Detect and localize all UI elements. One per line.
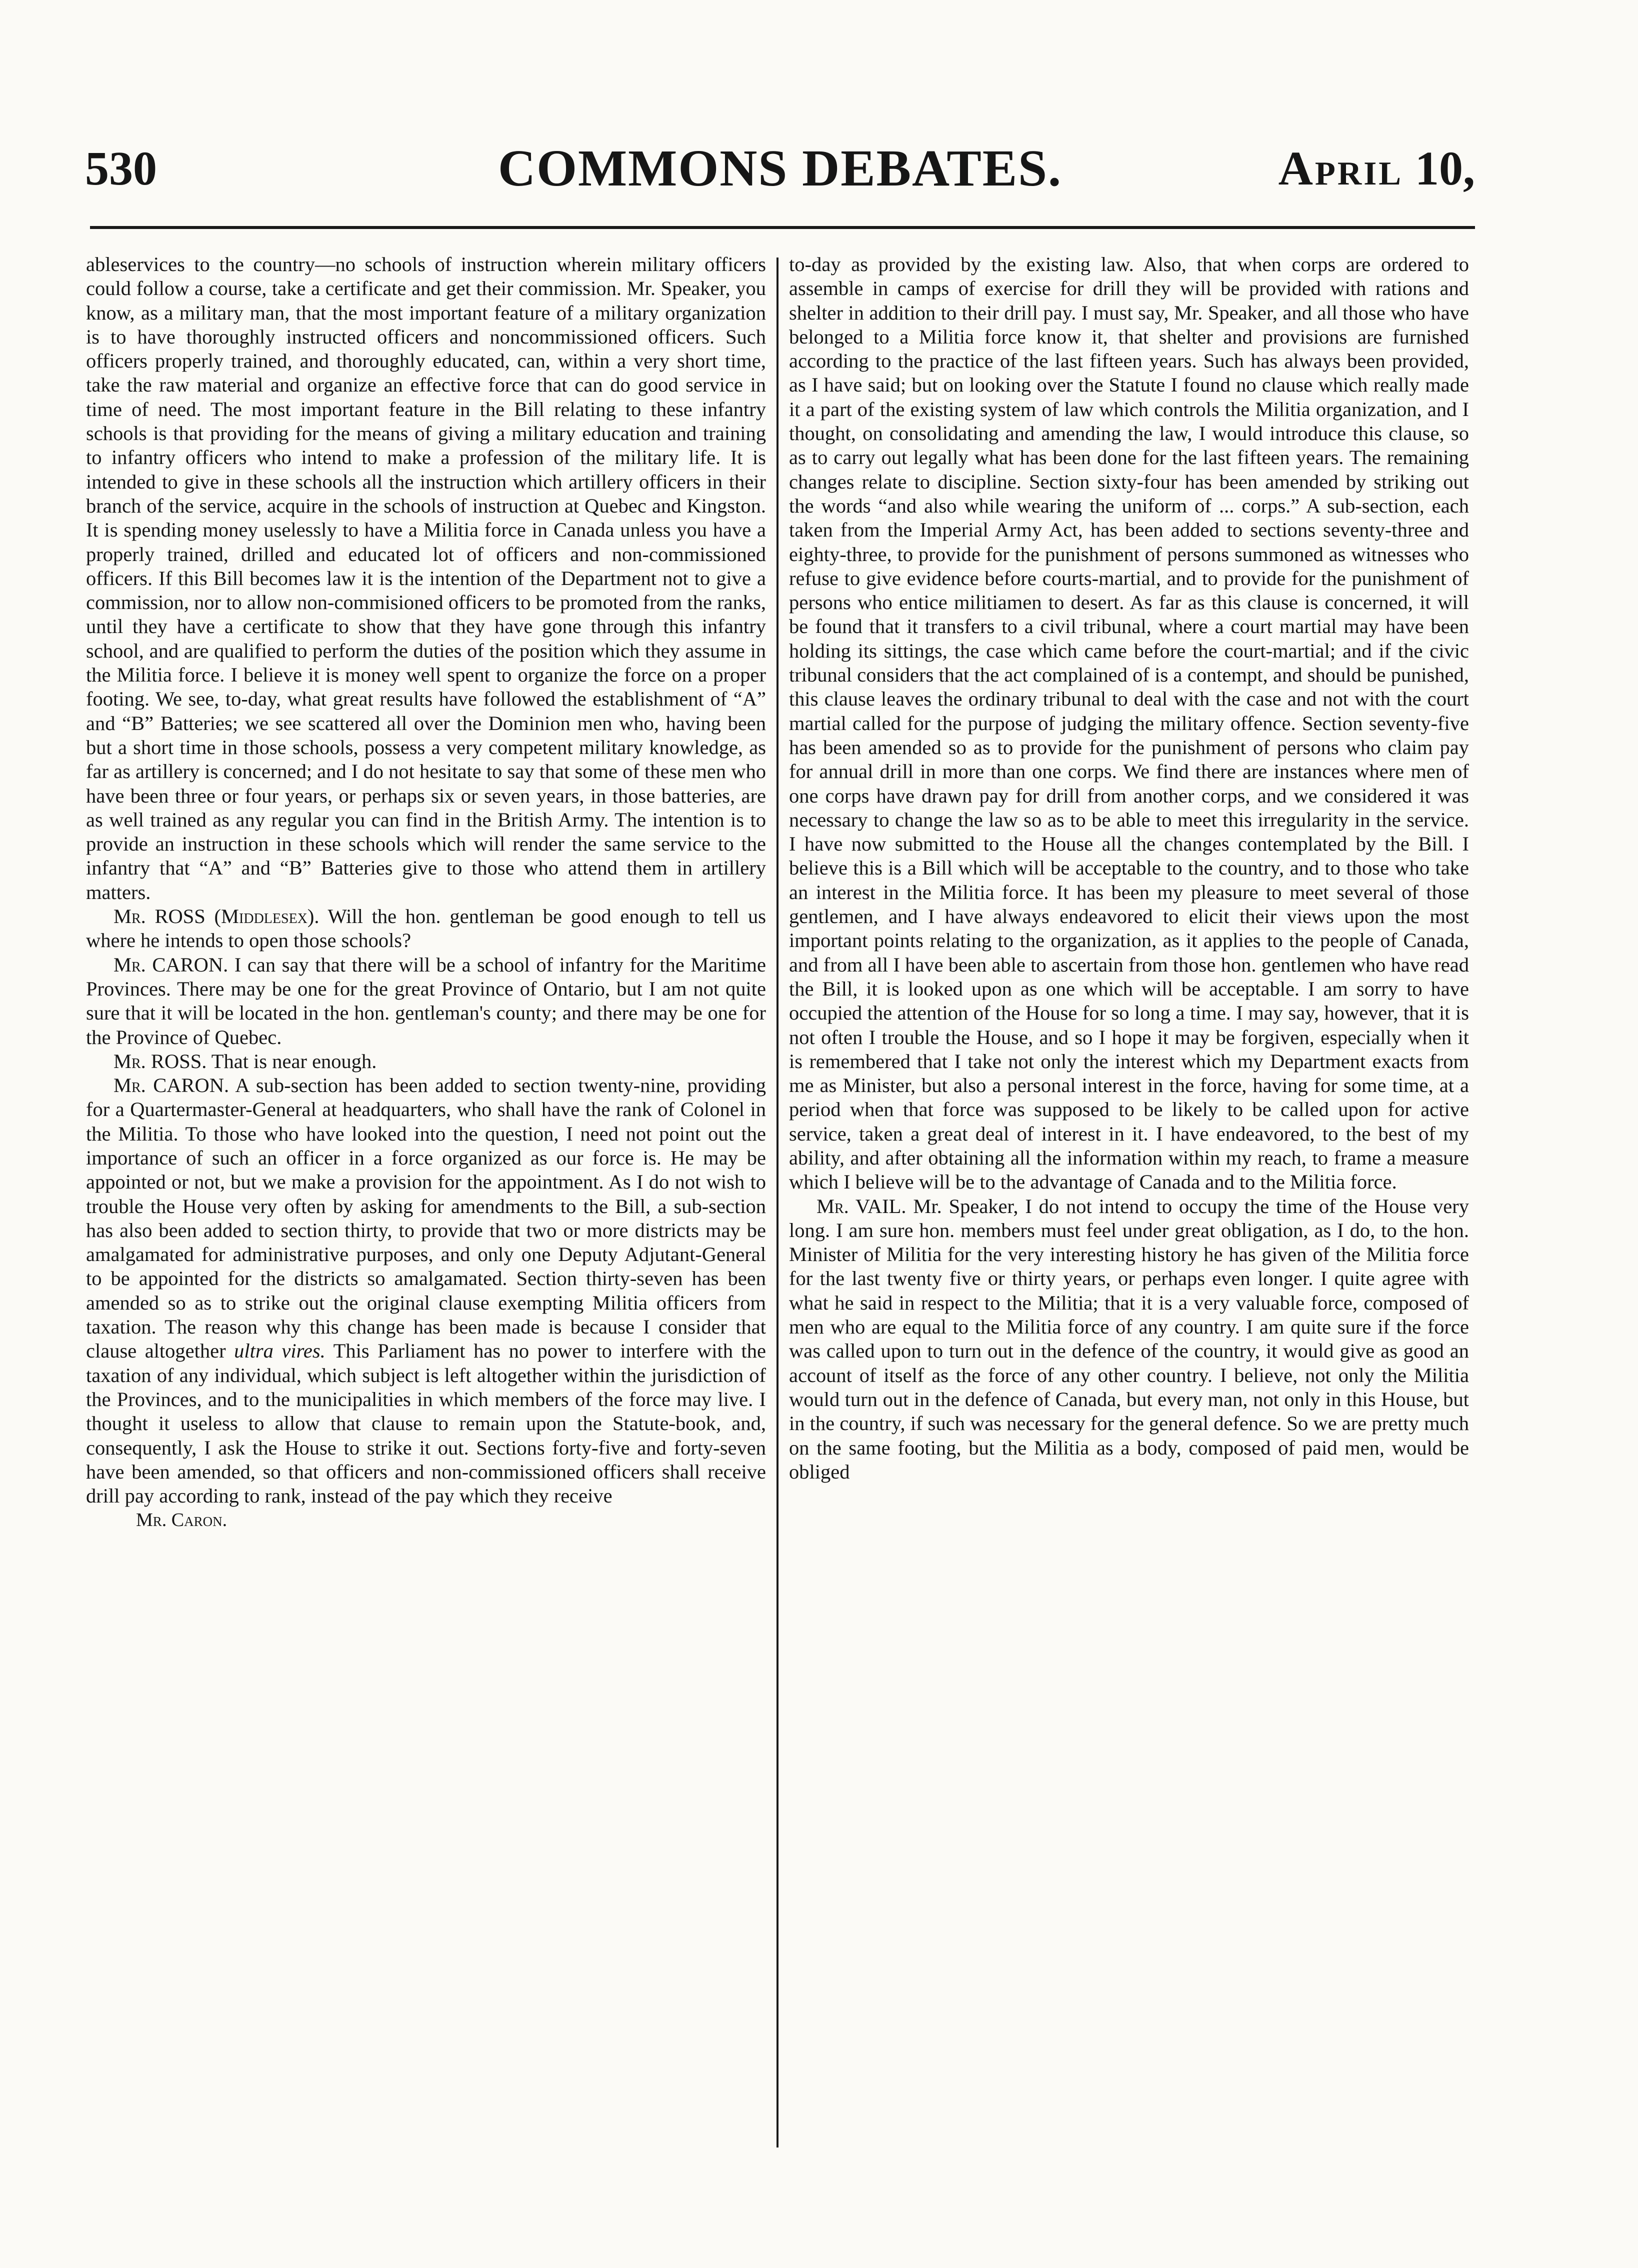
page-header	[85, 131, 1475, 206]
page-date-month: April	[1278, 142, 1403, 195]
header-rule	[90, 226, 1475, 229]
speaker-name: Mr. CARON.	[114, 953, 228, 976]
page-date-day: 10,	[1415, 142, 1475, 195]
speech-text-continued: This Parliament has no power to interfere with the taxation of any individual, which subject is left altogether within the jurisdiction of the Provinces, and to the municipalities in which members of the force may live. I thought it useless to allow that clause to remain upon the Statute-book, and, consequently, I ask the House to strike it out. Sections forty-five and forty-seven have been amended, so that officers and non-commissioned officers shall receive drill pay according to rank, instead of the pay which they receive	[86, 1340, 766, 1508]
page-title: COMMONS DEBATES.	[498, 140, 1062, 197]
page-date	[1278, 131, 1475, 206]
speech-text: Will the hon. gentleman be good enough to tell us where he intends to open those schools?	[86, 905, 766, 952]
speaker-name: Mr. ROSS (Middlesex).	[114, 905, 320, 928]
left-paragraph-2	[86, 904, 766, 953]
left-paragraph-3	[86, 953, 766, 1050]
left-paragraph-1: ableservices to the country—no schools of instruction wherein military officers could follow a course, take a certificate and get their commission. Mr. Speaker, you know, as a military man, that the most important feature of a military organization is to have thoroughly instructed officers and noncommissioned officers. Such officers properly trained, and thoroughly educated, can, within a very short time, take the raw material and organize an effective force that can do good service in time of need. The most important feature in the Bill relating to these infantry schools is that providing for the means of giving a military education and training to infantry officers who intend to make a profession of the military life. It is intended to give in these schools all the instruction which artillery officers in their branch of the service, acquire in the schools of instruction at Quebec and Kingston. It is spending money uselessly to have a Militia force in Canada unless you have a properly trained, drilled and educated lot of officers and non-commissioned officers. If this Bill becomes law it is the intention of the Department not to give a commission, nor to allow non-commisioned officers to be promoted from the ranks, until they have a certificate to show that they have gone through this infantry school, and are qualified to perform the duties of the position which they assume in the Militia force. I believe it is money well spent to organize the force on a proper footing. We see, to-day, what great results have followed the establishment of “A” and “B” Batteries; we see scattered all over the Dominion men who, having been but a short time in those schools, possess a very competent military knowledge, as far as artillery is concerned; and I do not hesitate to say that some of these men who have been three or four years, or perhaps six or seven years, in those batteries, are as well trained as any regular you can find in the British Army. The intention is to provide an instruction in these schools which will render the same service to the infantry that “A” and “B” Batteries give to those who attend them in artillery matters.	[86, 253, 766, 904]
speaker-name: Mr. CARON.	[114, 1074, 230, 1097]
page-number: 530	[85, 142, 157, 195]
speech-italic: ultra vires.	[234, 1340, 326, 1362]
right-paragraph-2	[789, 1194, 1469, 1484]
speech-text: I can say that there will be a school of infantry for the Maritime Provinces. There may be one for the great Province of Ontario, but I am not quite sure that it will be located in the hon. gentleman's county; and there may be one for the Province of Quebec.	[86, 953, 766, 1048]
left-paragraph-5	[86, 1074, 766, 1508]
left-column	[86, 252, 766, 2168]
right-column	[789, 252, 1469, 2168]
catchword: Mr. Caron.	[136, 1510, 228, 1531]
left-paragraph-4	[86, 1050, 766, 1074]
speech-text: Mr. Speaker, I do not intend to occupy the time of the House very long. I am sure hon. members must feel under great obligation, as I do, to the hon. Minister of Militia for the very interesting history he has given of the Militia force for the last twenty five or thirty years, or perhaps even longer. I quite agree with what he said in respect to the Militia; that it is a very valuable force, composed of men who are equal to the Militia force of any country. I am quite sure if the force was called upon to turn out in the defence of the country, it would give as good an account of itself as the force of any other country. I believe, not only the Militia would turn out in the defence of Canada, but every man, not only in this House, but in the country, if such was necessary for the general defence. So we are pretty much on the same footing, but the Militia as a body, composed of paid men, would be obliged	[789, 1194, 1469, 1483]
speech-text: That is near enough.	[211, 1050, 377, 1072]
speech-text: A sub-section has been added to section twenty-nine, providing for a Quartermaster-General at headquarters, who shall have the rank of Colonel in the Militia. To those who have looked into the question, I need not point out the importance of such an officer in a force organized as our force is. He may be appointed or not, but we make a provision for the appointment. As I do not wish to trouble the House very often by asking for amendments to the Bill, a sub-section has also been added to section thirty, to provide that two or more districts may be amalgamated for administrative purposes, and only one Deputy Adjutant-General to be appointed for the districts so amalgamated. Section thirty-seven has been amended so as to strike out the original clause exempting Militia officers from taxation. The reason why this change has been made is because I consider that clause altogether	[86, 1074, 766, 1362]
speaker-name: Mr. VAIL.	[816, 1194, 906, 1218]
right-paragraph-1: to-day as provided by the existing law. Also, that when corps are ordered to assemble in camps of exercise for drill they will be provided with rations and shelter in addition to their drill pay. I must say, Mr. Speaker, and all those who have belonged to a Militia force know it, that shelter and provisions are furnished according to the practice of the last fifteen years. Such has always been provided, as I have said; but on looking over the Statute I found no clause which really made it a part of the existing system of law which controls the Militia organization, and I thought, on consolidating and amending the law, I would introduce this clause, so as to carry out legally what has been done for the last fifteen years. The remaining changes relate to discipline. Section sixty-four has been amended by striking out the words “and also while wearing the uniform of ... corps.” A sub-section, each taken from the Imperial Army Act, has been added to sections seventy-three and eighty-three, to provide for the punishment of persons summoned as witnesses who refuse to give evidence before courts-martial, and to provide for the punishment of persons who entice militiamen to desert. As far as this clause is concerned, it will be found that it transfers to a civil tribunal, where a court martial may have been holding its sittings, the case which came before the court-martial; and if the civic tribunal considers that the act complained of is a contempt, and should be punished, this clause leaves the ordinary tribunal to deal with the case and not with the court martial called for the purpose of judging the military offence. Section seventy-five has been amended so as to provide for the punishment of persons who claim pay for annual drill in more than one corps. We find there are instances where men of one corps have drawn pay for drill from another corps, and we considered it was necessary to change the law so as to be able to meet this irregularity in the service. I have now submitted to the House all the changes contemplated by the Bill. I believe this is a Bill which will be acceptable to the country, and to those who take an interest in the Militia force. It has been my pleasure to meet several of those gentlemen, and I have always endeavored to elicit their views upon the most important points relating to the organization, as it applies to the people of Canada, and from all I have been able to ascertain from those hon. gentlemen who have read the Bill, it is looked upon as one which will be acceptable. I am sorry to have occupied the attention of the House for so long a time. I may say, however, that it is not often I trouble the House, and so I hope it may be forgiven, especially when it is remembered that I take not only the interest which my Department exacts from me as Minister, but also a personal interest in the force, having for some time, at a period when that force was supposed to be likely to be called upon for active service, taken a great deal of interest in it. I have endeavored, to the best of my ability, and after obtaining all the information within my reach, to frame a measure which I believe will be to the advantage of Canada and to the Militia force.	[789, 253, 1469, 1194]
speaker-name: Mr. ROSS.	[114, 1050, 207, 1072]
column-divider	[776, 258, 778, 2148]
